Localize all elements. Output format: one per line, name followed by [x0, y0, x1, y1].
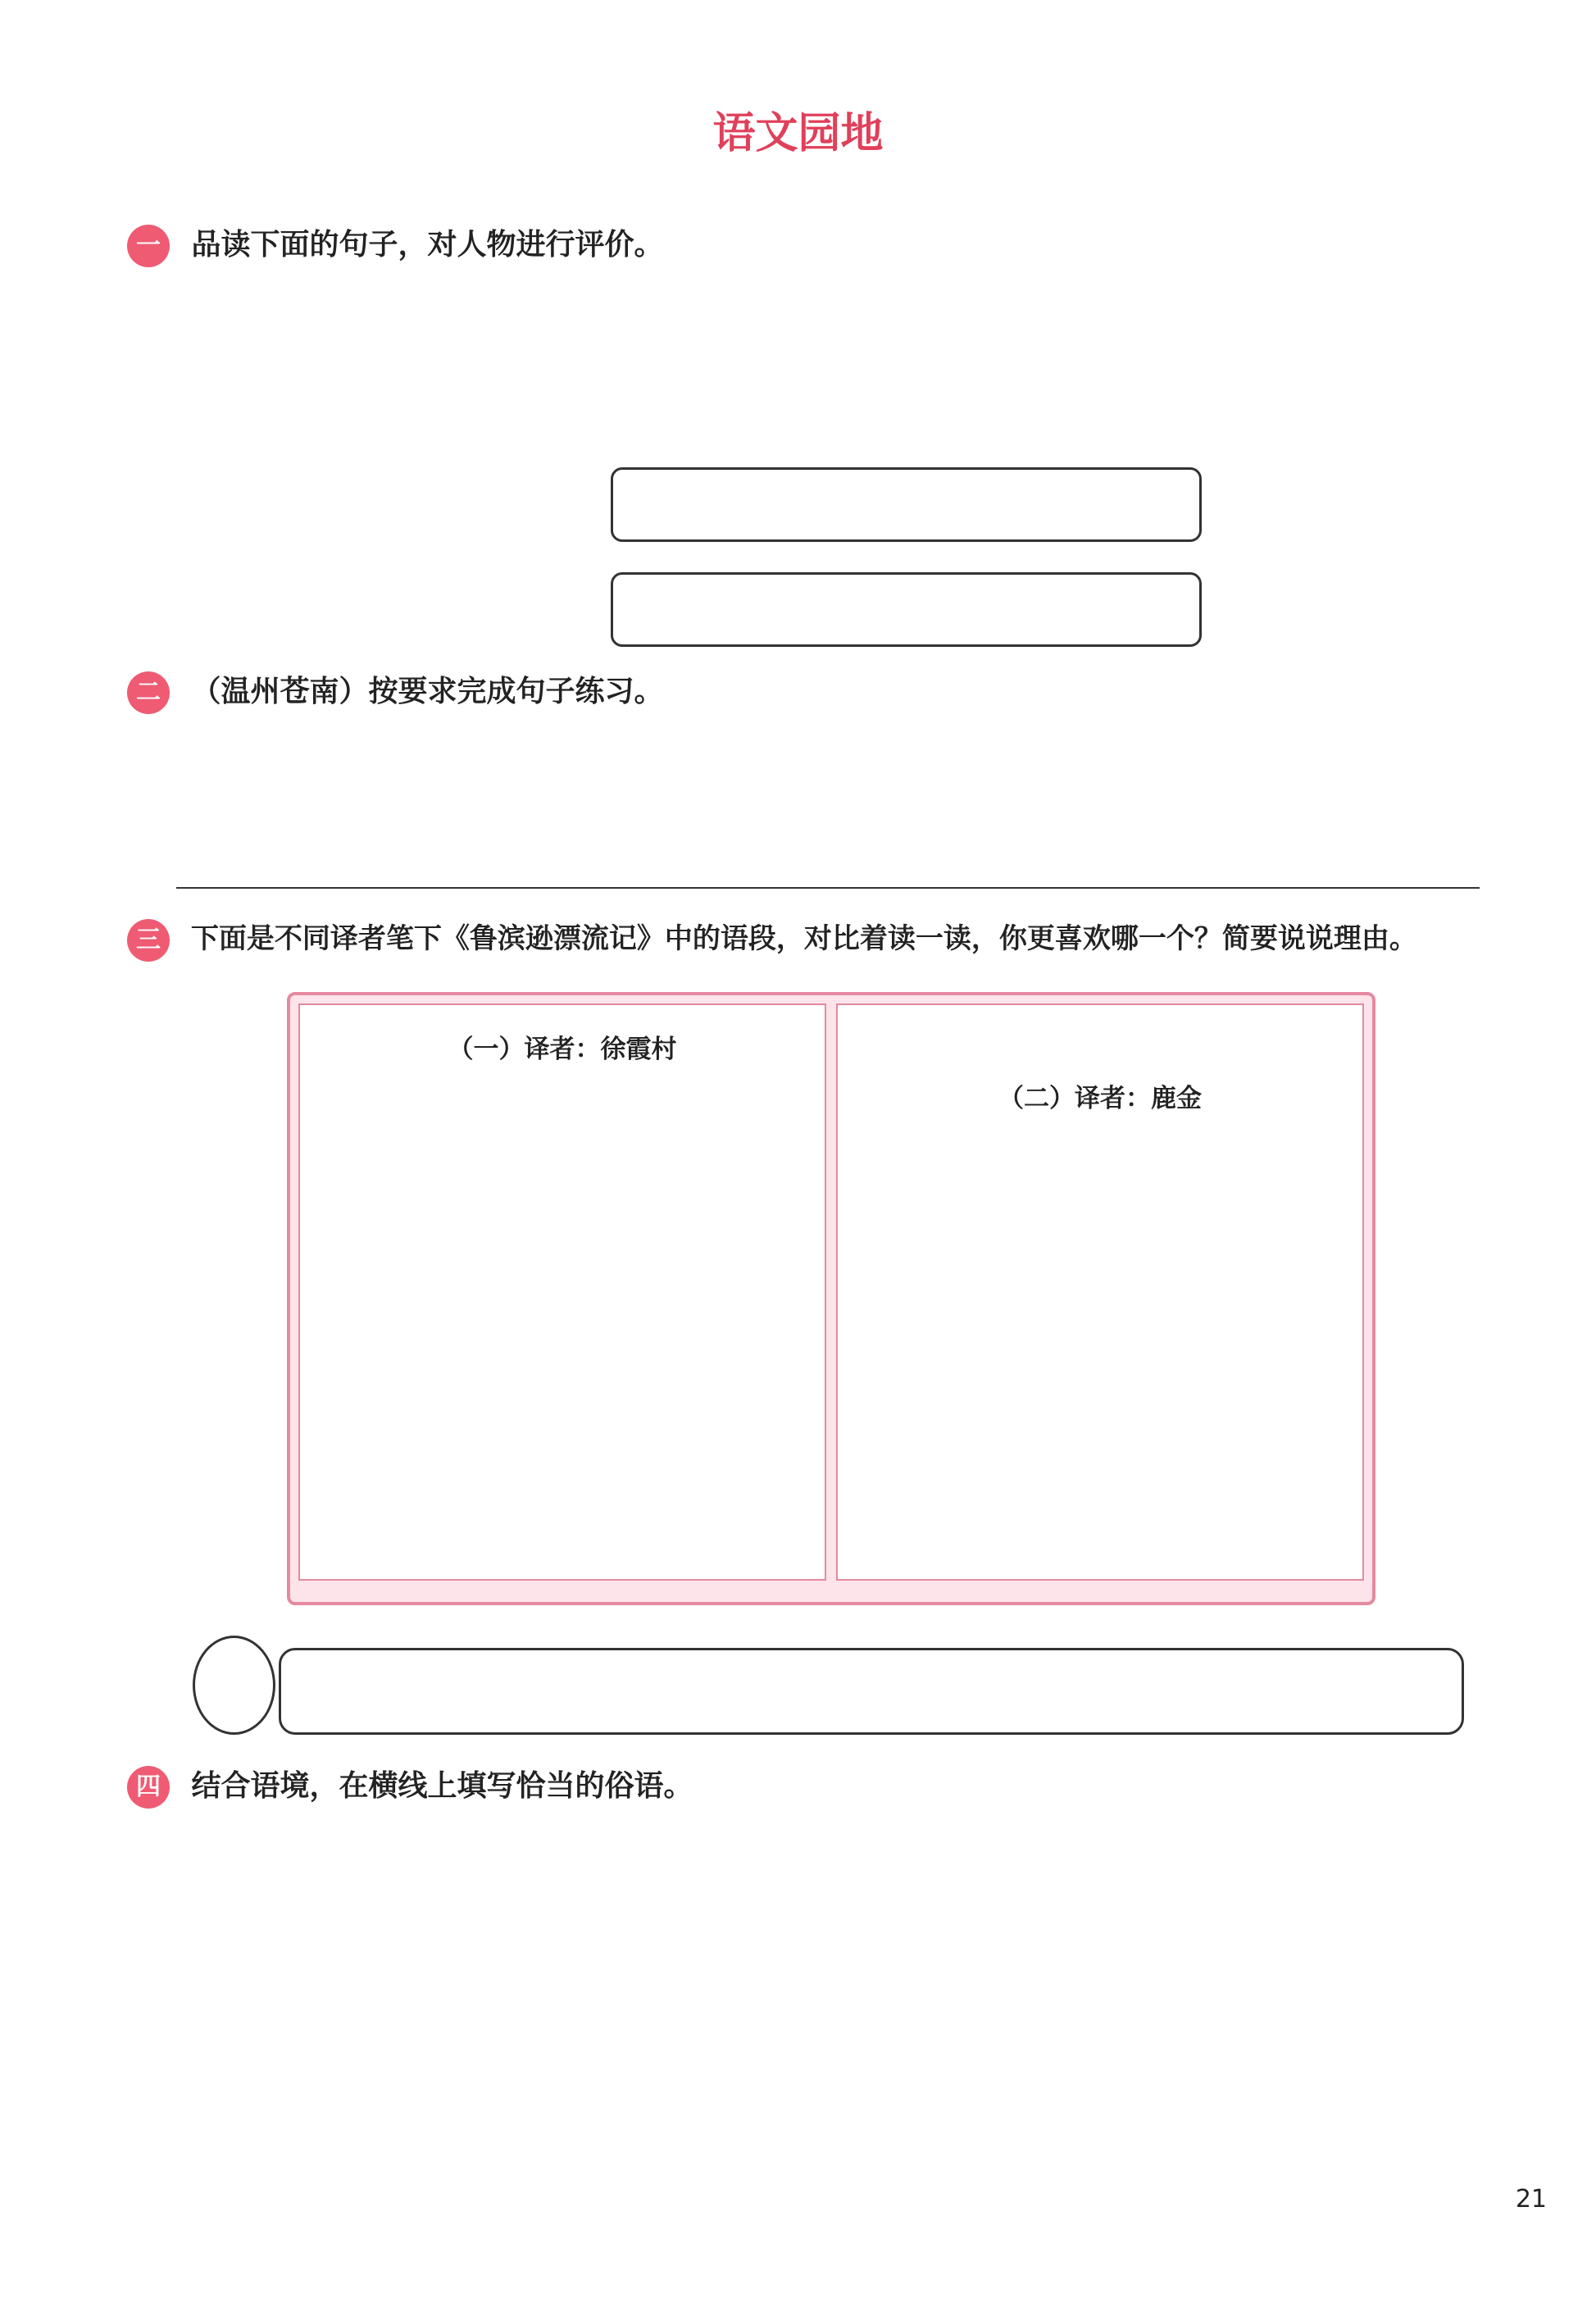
preference-answer-box [279, 1648, 1464, 1735]
section-3-heading-text: 下面是不同译者笔下《鲁滨逊漂流记》中的语段，对比着读一读，你更喜欢哪一个？简要说说理由。 [190, 922, 1417, 955]
book-left-page [298, 1003, 826, 1581]
left-translator-title: （一）译者：徐霞村 [448, 1035, 677, 1064]
open-book-illustration [287, 992, 1375, 1605]
book-right-page [836, 1003, 1364, 1581]
section-4-heading [127, 1763, 693, 1809]
section-1-heading-text: 品读下面的句子，对人物进行评价。 [191, 228, 664, 262]
section-3-badge: 三 [127, 919, 170, 962]
answer-box-2 [611, 572, 1202, 647]
section-1-heading [127, 221, 664, 267]
answer-line-2 [176, 887, 1480, 889]
answer-box-1 [611, 467, 1202, 542]
page-title: 语文园地 [712, 108, 884, 158]
section-4-badge: 四 [127, 1766, 170, 1809]
boy-avatar [193, 1636, 275, 1735]
section-4-heading-text: 结合语境，在横线上填写恰当的俗语。 [191, 1769, 693, 1803]
right-translator-title: （二）译者：鹿金 [998, 1084, 1202, 1113]
page-number: 21 [1515, 2185, 1547, 2214]
section-3-heading [127, 916, 1417, 962]
section-1-badge: 一 [127, 225, 170, 267]
section-2-heading [127, 668, 664, 714]
section-2-badge: 二 [127, 671, 170, 714]
section-2-heading-text: （温州苍南）按要求完成句子练习。 [191, 675, 664, 708]
